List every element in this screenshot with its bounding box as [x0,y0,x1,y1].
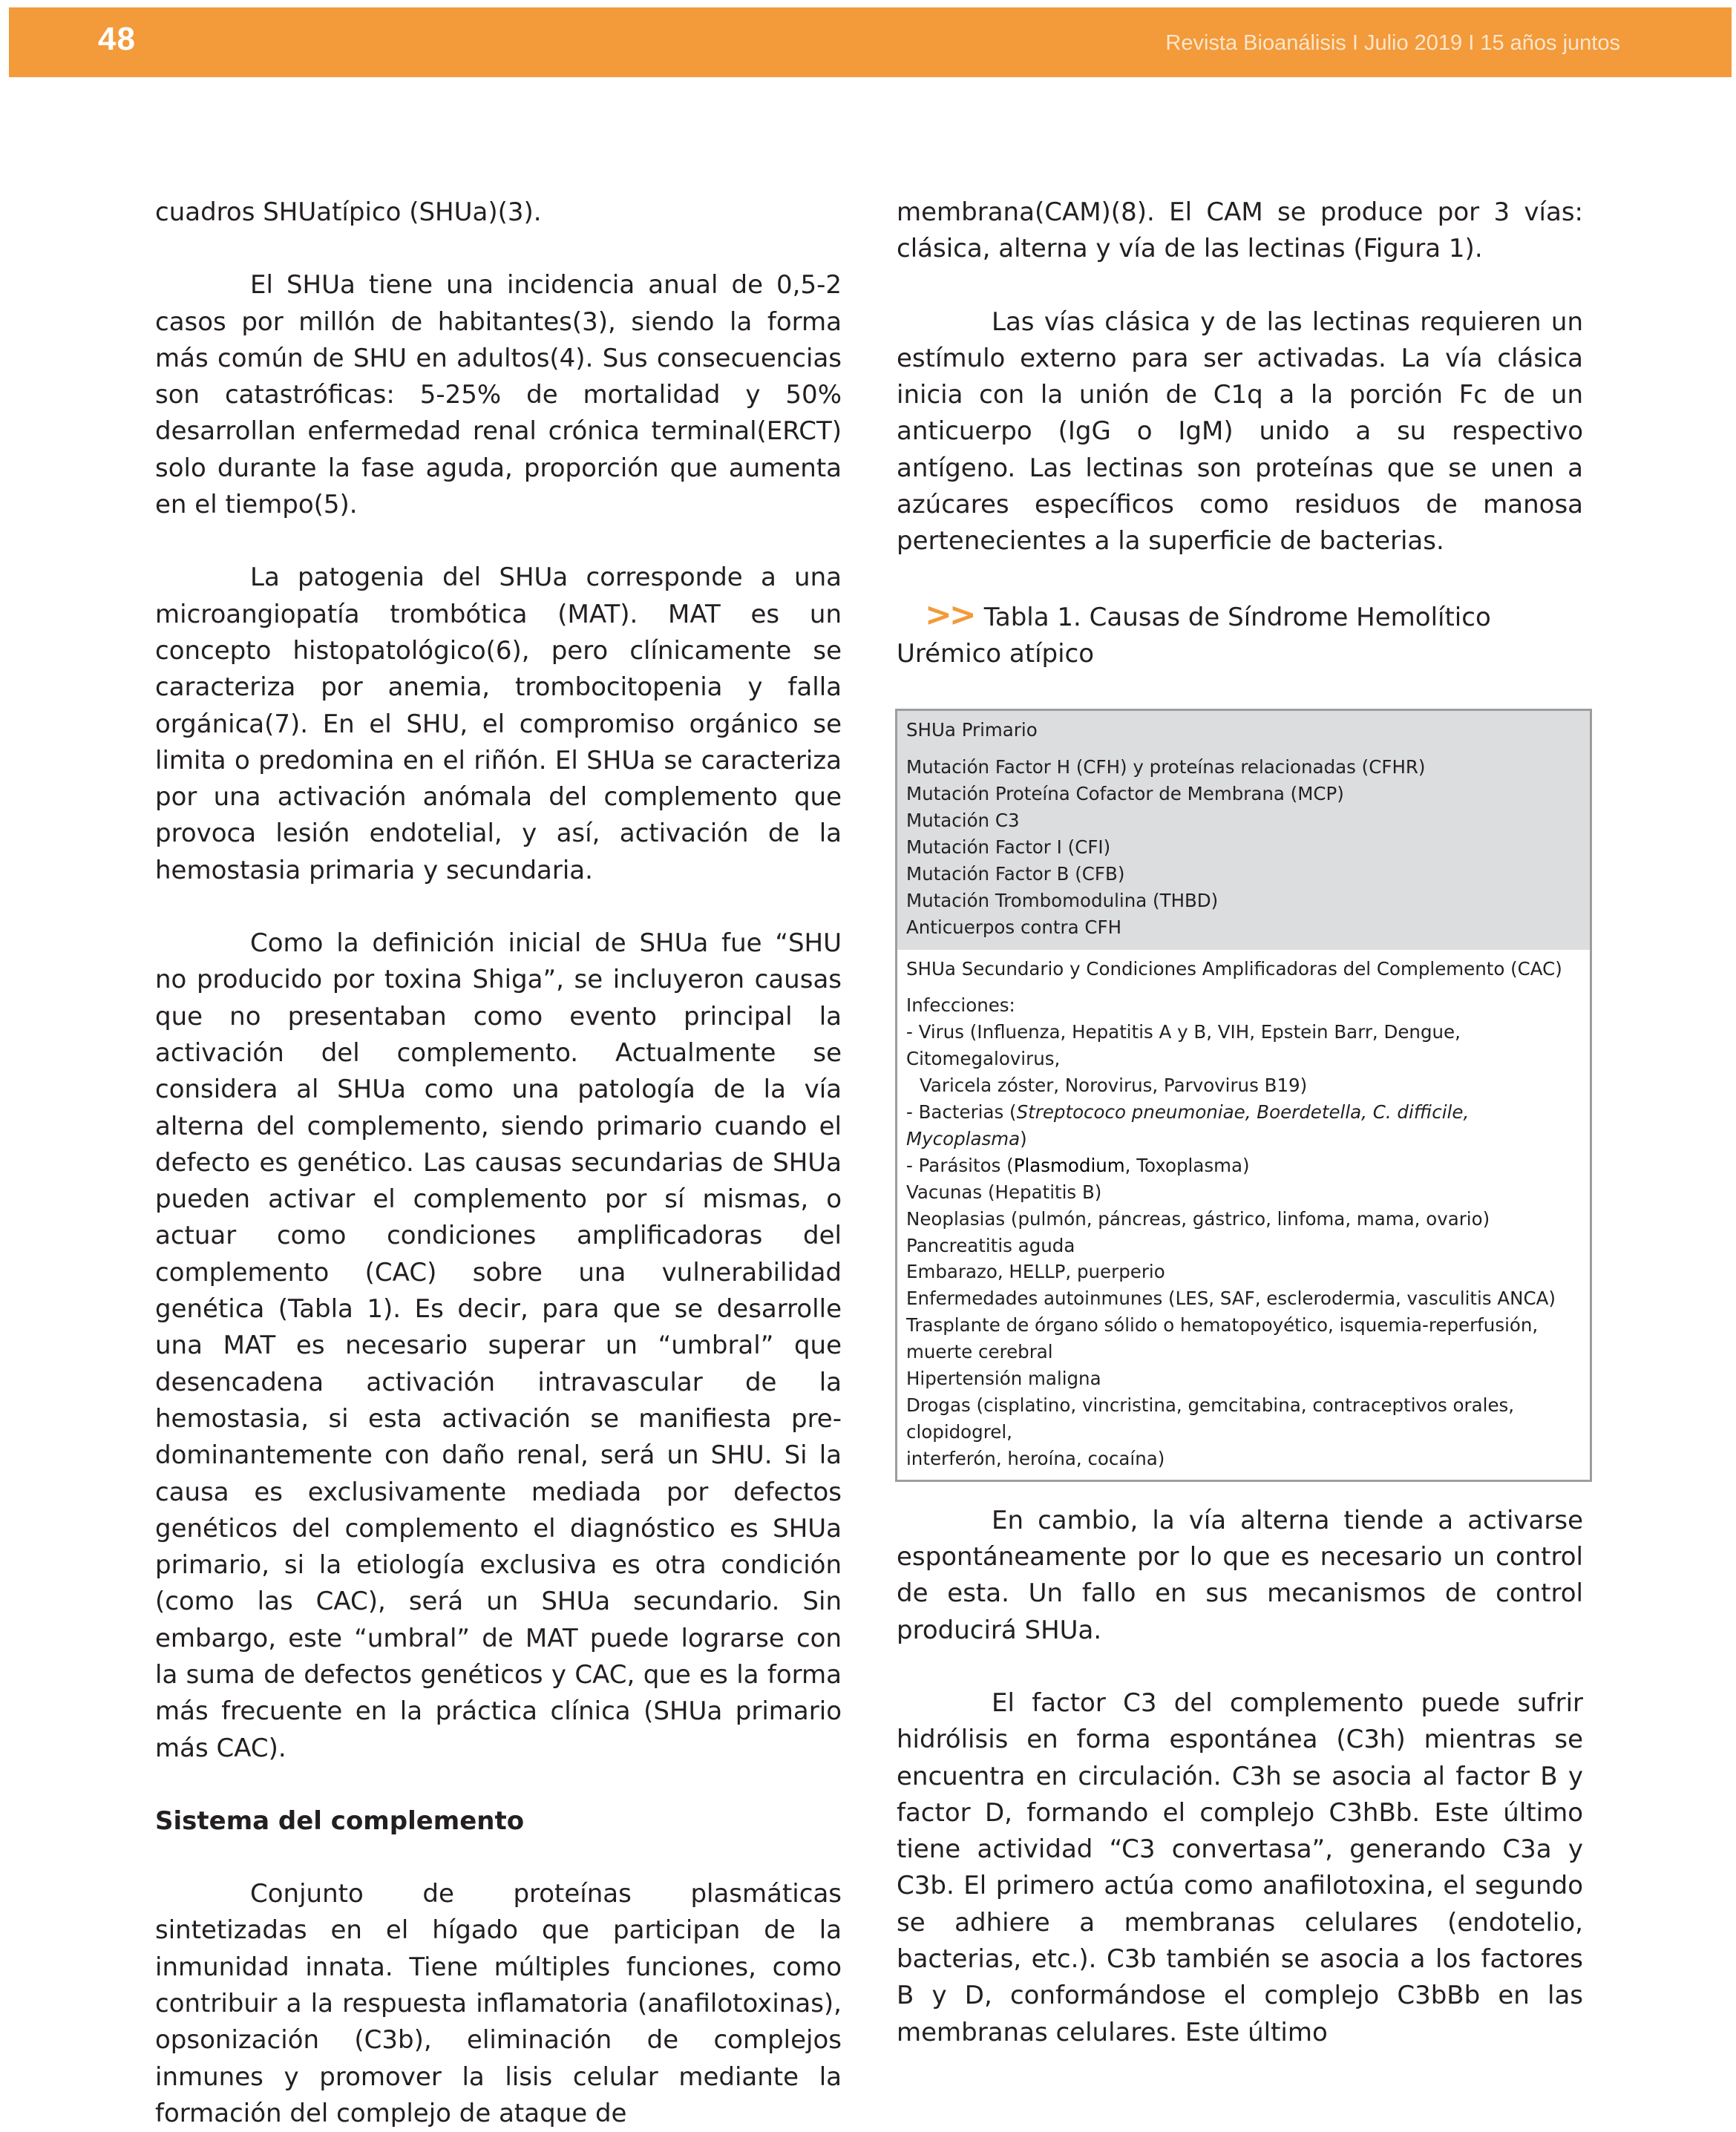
table-section-title: SHUa Primario [906,719,1038,741]
paragraph: La patogenia del SHUa corresponde a una microangiopatía trombótica (MAT). MAT es un concepto histopatológico(6), pero clínicamente se caracteriza por anemia, trombocitopenia y falla orgánica(7). En el SHU, el compromiso orgánico se limita o predomina en el riñón. El SHUa se caracteriza por una activación anómala del complemento que provoca lesión endotelial, y así, activación de la hemostasia primaria y secundaria. [155,562,842,885]
paragraph: Como la definición inicial de SHUa fue “SHU no producido por toxina Shiga”, se incluyeron causas que no presentaban como evento principal la activación del complemento. Actualmente se considera al SHUa como una patología de la vía alterna del complemento, siendo primario cuando el defecto es genético. Las causas secundarias de SHUa pueden activar el complemento por sí mismas, o actuar como condiciones amplificadoras del complemento (CAC) sobre una vulnerabilidad genética (Tabla 1). Es decir, para que se desarrolle una MAT es necesario superar un “umbral” que desencadena activación intravascular de la hemostasia, si esta activación se manifiesta pre- dominantemente con daño renal, será un SHU. Si la causa es exclusivamente mediada por defectos genéticos del complemento el diagnóstico es SHUa primario, si la etiología exclusiva es otra condición (como las CAC), será un SHUa secundario. Sin embargo, este “umbral” de MAT puede lograrse con la suma de defectos genéticos y CAC, que es la forma más frecuente en la práctica clínica (SHUa primario más CAC). [155,928,842,1763]
section-heading: Sistema del complemento [155,1805,525,1836]
journal-title: Revista Bioanálisis I Julio 2019 I 15 años juntos [1165,31,1620,55]
left-column [155,194,842,2132]
table-row: Infecciones: [906,994,1015,1017]
paragraph: membrana(CAM)(8). El CAM se produce por 3 vías: clásica, alterna y vía de las lectinas (Figura 1). [897,197,1583,264]
parasites-emphasis: Plasmodium [1013,1154,1125,1176]
page-number: 48 [98,21,136,57]
parasites-prefix: - Parásitos ( [906,1154,1014,1176]
table-row: - Virus (Influenza, Hepatitis A y B, VIH, Epstein Barr, Dengue, Citomegalovirus, [906,1021,1461,1070]
causes-table [895,709,1592,1481]
table-caption [897,597,1583,673]
paragraph: Las vías clásica y de las lectinas requieren un estímulo externo para ser activadas. La vía clásica inicia con la unión de C1q a la porción Fc de un anticuerpo (IgG o IgM) unido a su respectivo antígeno. Las lectinas son proteínas que se unen a azúcares específicos como residuos de manosa pertenecientes a la superficie de bacterias. [897,306,1583,557]
table-section-secondary [897,950,1590,1480]
table-row: Drogas (cisplatino, vincristina, gemcitabina, contraceptivos orales, clopidogrel, [906,1394,1515,1443]
table-row: Pancreatitis aguda [906,1234,1075,1256]
double-arrow-icon: >> [925,595,974,634]
table-row: Mutación Factor B (CFB) [906,862,1125,885]
table-row: Embarazo, HELLP, puerperio [906,1261,1165,1283]
paragraph: cuadros SHUatípico (SHUa)(3). [155,197,542,227]
paragraph: El SHUa tiene una incidencia anual de 0,5-2 casos por millón de habitantes(3), siendo la forma más común de SHU en adultos(4). Sus consecuencias son catastróficas: 5-25% de mortalidad y 50% desarrollan enfermedad renal crónica terminal(ERCT) solo durante la fase aguda, proporción que aumenta en el tiempo(5). [155,270,842,520]
table-section-title: SHUa Secundario y Condiciones Amplificadoras del Complemento (CAC) [906,957,1562,980]
bacteria-suffix: ) [1020,1127,1027,1149]
paragraph: Conjunto de proteínas plasmáticas sintetizadas en el hígado que participan de la inmunidad innata. Tiene múltiples funciones, como contribuir a la respuesta inflamatoria (anafilotoxinas), opsonización (C3b), eliminación de complejos inmunes y promover la lisis celular mediante la formación del complejo de ataque de [155,1879,842,2128]
table-caption-text: Tabla 1. Causas de Síndrome Hemolítico Urémico atípico [897,602,1491,669]
bacteria-species: Streptococo pneumoniae, Boerdetella, C. difficile, Mycoplasma [906,1101,1470,1149]
table-row: Mutación Trombomodulina (THBD) [906,889,1219,911]
table-row: Varicela zóster, Norovirus, Parvovirus B19) [920,1075,1308,1097]
page-header [9,7,1732,77]
table-row: Vacunas (Hepatitis B) [906,1181,1102,1203]
table-row: interferón, heroína, cocaína) [906,1447,1165,1469]
paragraph: El factor C3 del complemento puede sufrir hidrólisis en forma espontánea (C3h) mientras se encuentra en circulación. C3h se asocia al factor B y factor D, formando el complejo C3hBb. Este último tiene actividad “C3 convertasa”, generando C3a y C3b. El primero actúa como anafilotoxina, el segundo se adhiere a membranas celulares (endotelio, bacterias, etc.). C3b también se asocia a los factores B y D, conformándose el complejo C3bBb en las membranas celulares. Este último [897,1687,1583,2047]
table-row [906,1152,1581,1179]
table-row: Mutación Factor H (CFH) y proteínas relacionadas (CFHR) [906,756,1426,778]
table-row [906,1099,1581,1152]
paragraph: En cambio, la vía alterna tiende a activarse espontáneamente por lo que es necesario un control de esta. Un fallo en sus mecanismos de control producirá SHUa. [897,1505,1583,1645]
table-section-primary [897,711,1590,949]
table-row: Mutación C3 [906,809,1020,831]
table-row: muerte cerebral [906,1341,1053,1363]
table-row: Neoplasias (pulmón, páncreas, gástrico, linfoma, mama, ovario) [906,1207,1490,1230]
bacteria-prefix: - Bacterias ( [906,1101,1017,1124]
table-row: Mutación Proteína Cofactor de Membrana (MCP) [906,783,1344,805]
table-row: Trasplante de órgano sólido o hematopoyético, isquemia-reperfusión, [906,1314,1539,1336]
table-row: Hipertensión maligna [906,1368,1101,1390]
table-row: Anticuerpos contra CFH [906,916,1122,938]
parasites-suffix: , Toxoplasma) [1124,1154,1250,1176]
right-column [897,194,1583,2051]
table-row: Mutación Factor I (CFI) [906,836,1111,858]
table-row: Enfermedades autoinmunes (LES, SAF, esclerodermia, vasculitis ANCA) [906,1288,1556,1310]
